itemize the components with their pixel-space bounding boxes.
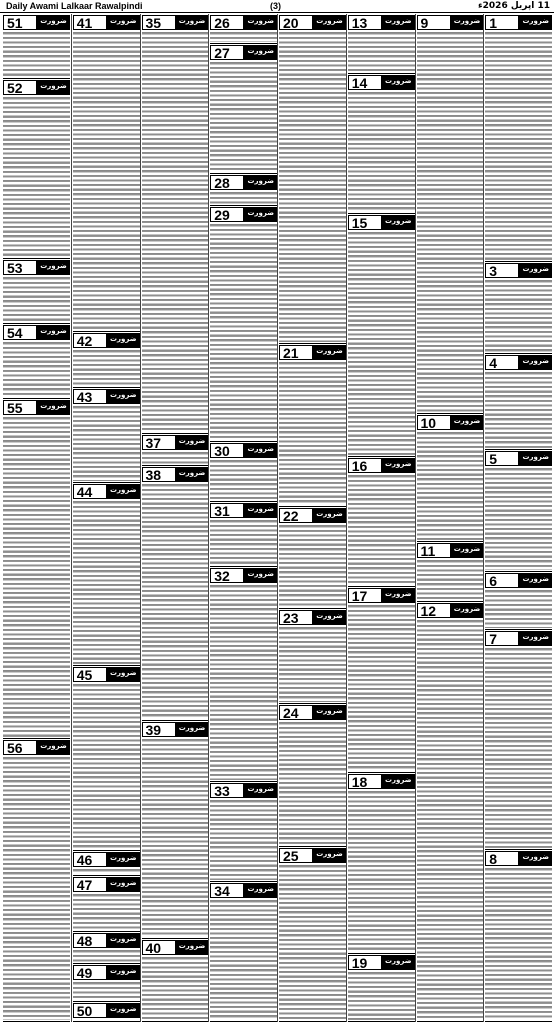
ad-body-text (348, 604, 415, 771)
ad-category-tag: ضرورت (109, 967, 137, 975)
ad-column (415, 14, 485, 1022)
ad-body-text (485, 467, 552, 570)
ad-number: 21 (279, 345, 313, 360)
ad-body-text (417, 559, 484, 600)
ad-header (210, 443, 277, 458)
classified-ad (279, 609, 346, 704)
ad-number: 16 (348, 458, 382, 473)
ad-header (417, 543, 484, 558)
ad-header (142, 467, 209, 482)
ad-body-text (348, 790, 415, 952)
ad-divider (73, 1021, 140, 1022)
ad-number: 34 (210, 883, 244, 898)
classified-ad (417, 602, 484, 1022)
ad-body-text (73, 500, 140, 664)
ad-divider (348, 1021, 415, 1022)
ad-number: 44 (73, 484, 107, 499)
ad-number: 10 (417, 415, 451, 430)
ad-header (3, 325, 70, 340)
masthead (0, 0, 554, 13)
ad-header (485, 263, 552, 278)
ad-category-tag: ضرورت (178, 724, 206, 732)
classified-ad (348, 587, 415, 773)
ad-divider (3, 1021, 70, 1022)
ad-category-tag: ضرورت (316, 347, 343, 355)
ad-number: 39 (142, 722, 176, 737)
ad-body-text (210, 31, 277, 42)
newspaper-title: Daily Awami Lalkaar Rawalpindi (6, 1, 143, 11)
classified-ad (210, 782, 277, 882)
classified-ad (279, 14, 346, 344)
ad-header (417, 603, 484, 618)
ad-header (73, 965, 140, 980)
ad-body-text (210, 61, 277, 172)
classified-ad (73, 332, 140, 388)
ad-category-tag: ضرورت (178, 437, 206, 445)
classified-ad (279, 507, 346, 609)
classified-ad (210, 567, 277, 782)
ad-header (142, 435, 209, 450)
classified-ad (210, 206, 277, 442)
ad-body-text (279, 864, 346, 1020)
ad-number: 55 (3, 400, 37, 415)
ad-header (485, 631, 552, 646)
ad-header (73, 1003, 140, 1018)
ad-number: 50 (73, 1003, 107, 1018)
ad-number: 35 (142, 15, 176, 30)
ad-number: 54 (3, 325, 37, 340)
ad-header (73, 15, 140, 30)
ad-body-text (210, 191, 277, 204)
ad-header (210, 883, 277, 898)
ad-category-tag: ضرورت (522, 633, 549, 641)
ad-body-text (210, 799, 277, 880)
classified-ad (142, 434, 209, 466)
ad-category-tag: ضرورت (109, 391, 137, 399)
ad-number: 29 (210, 207, 244, 222)
classified-ad (142, 466, 209, 721)
ad-number: 19 (348, 955, 382, 970)
classified-ad (485, 262, 552, 354)
ad-header (210, 783, 277, 798)
ad-category-tag: ضرورت (109, 335, 137, 343)
ad-body-text (3, 756, 70, 1020)
ad-body-text (142, 451, 209, 464)
ad-header (417, 15, 484, 30)
classified-ad (73, 483, 140, 666)
ad-number: 37 (142, 435, 176, 450)
ad-number: 8 (485, 851, 519, 866)
ad-header (142, 940, 209, 955)
ad-category-tag: ضرورت (247, 177, 274, 185)
ad-number: 3 (485, 263, 519, 278)
ad-number: 11 (417, 543, 451, 558)
ad-body-text (73, 31, 140, 330)
ad-header (210, 568, 277, 583)
ad-body-text (279, 31, 346, 342)
ad-header (210, 15, 277, 30)
ad-body-text (73, 349, 140, 386)
classified-ad (485, 572, 552, 630)
ad-category-tag: ضرورت (316, 707, 343, 715)
ad-header (73, 667, 140, 682)
ad-number: 33 (210, 783, 244, 798)
ad-number: 20 (279, 15, 313, 30)
ad-category-tag: ضرورت (247, 209, 274, 217)
ad-category-tag: ضرورت (109, 17, 137, 25)
ad-body-text (3, 31, 70, 77)
ad-number: 24 (279, 705, 313, 720)
ad-column (71, 14, 141, 1022)
ad-number: 15 (348, 215, 382, 230)
ad-body-text (3, 416, 70, 737)
ad-number: 5 (485, 451, 519, 466)
classified-ad (417, 542, 484, 602)
ad-number: 30 (210, 443, 244, 458)
ad-category-tag: ضرورت (247, 17, 274, 25)
ad-number: 27 (210, 45, 244, 60)
classified-ad (279, 344, 346, 507)
classified-ad (142, 14, 209, 434)
ad-header (210, 207, 277, 222)
classified-ad (142, 939, 209, 1022)
ad-header (485, 573, 552, 588)
ad-body-text (3, 341, 70, 397)
ad-number: 4 (485, 355, 519, 370)
classified-ad (417, 414, 484, 542)
ad-number: 7 (485, 631, 519, 646)
ad-body-text (210, 223, 277, 440)
ad-body-text (73, 683, 140, 849)
ad-header (3, 740, 70, 755)
classifieds-page (2, 14, 552, 1022)
ad-category-tag: ضرورت (316, 17, 343, 25)
issue-date: 11 اپریل 2026ء (478, 1, 550, 11)
classified-ad (348, 74, 415, 214)
ad-body-text (73, 981, 140, 1000)
classified-ad (485, 850, 552, 1022)
ad-header (279, 848, 346, 863)
classified-ad (210, 14, 277, 44)
ad-category-tag: ضرورت (316, 510, 343, 518)
classified-ad (485, 630, 552, 850)
ad-body-text (210, 459, 277, 500)
ad-body-text (279, 361, 346, 505)
ad-column (346, 14, 416, 1022)
classified-ad (73, 876, 140, 932)
ad-column (140, 14, 210, 1022)
ad-category-tag: ضرورت (40, 742, 67, 750)
ad-header (348, 458, 415, 473)
ad-header (348, 15, 415, 30)
ad-body-text (73, 868, 140, 874)
ad-category-tag: ضرورت (40, 262, 67, 270)
ad-number: 52 (3, 80, 37, 95)
ad-category-tag: ضرورت (109, 935, 137, 943)
classified-ad (142, 721, 209, 939)
ad-column (483, 14, 553, 1022)
ad-number: 38 (142, 467, 176, 482)
classified-ad (485, 450, 552, 572)
ad-header (279, 508, 346, 523)
ad-divider (279, 1021, 346, 1022)
ad-number: 40 (142, 940, 176, 955)
ad-header (73, 333, 140, 348)
ad-number: 14 (348, 75, 382, 90)
ad-body-text (142, 956, 209, 1020)
ad-body-text (485, 589, 552, 628)
ad-body-text (73, 1019, 140, 1020)
ad-body-text (142, 31, 209, 432)
ad-number: 1 (485, 15, 519, 30)
classified-ad (279, 704, 346, 847)
classified-ad (3, 79, 70, 259)
ad-body-text (279, 524, 346, 607)
ad-number: 17 (348, 588, 382, 603)
ad-category-tag: ضرورت (178, 942, 206, 950)
classified-ad (348, 954, 415, 1022)
ad-category-tag: ضرورت (109, 854, 137, 862)
ad-number: 12 (417, 603, 451, 618)
ad-header (485, 355, 552, 370)
ad-divider (485, 1021, 552, 1022)
ad-header (417, 415, 484, 430)
ad-body-text (485, 371, 552, 448)
ad-body-text (348, 971, 415, 1020)
classified-ad (210, 502, 277, 567)
ad-category-tag: ضرورت (522, 453, 549, 461)
ad-category-tag: ضرورت (522, 357, 549, 365)
ad-category-tag: ضرورت (384, 217, 412, 225)
ad-body-text (348, 31, 415, 72)
ad-category-tag: ضرورت (247, 505, 274, 513)
ad-number: 53 (3, 260, 37, 275)
classified-ad (210, 882, 277, 1022)
ad-category-tag: ضرورت (453, 17, 481, 25)
classified-ad (348, 214, 415, 457)
ad-number: 51 (3, 15, 37, 30)
classified-ad (210, 442, 277, 502)
classified-ad (3, 14, 70, 79)
classified-ad (348, 14, 415, 74)
ad-header (348, 955, 415, 970)
ad-category-tag: ضرورت (384, 77, 412, 85)
ad-body-text (485, 647, 552, 848)
ad-body-text (348, 231, 415, 455)
classified-ad (210, 174, 277, 206)
ad-body-text (73, 405, 140, 481)
ad-column (277, 14, 347, 1022)
ad-number: 49 (73, 965, 107, 980)
ad-header (279, 15, 346, 30)
ad-header (279, 705, 346, 720)
ad-divider (417, 1021, 484, 1022)
ad-column (208, 14, 278, 1022)
ad-number: 31 (210, 503, 244, 518)
ad-category-tag: ضرورت (247, 445, 274, 453)
ad-header (3, 15, 70, 30)
ad-category-tag: ضرورت (384, 776, 412, 784)
ad-category-tag: ضرورت (453, 545, 481, 553)
ad-body-text (417, 431, 484, 540)
ad-category-tag: ضرورت (40, 402, 67, 410)
ad-number: 42 (73, 333, 107, 348)
classified-ad (485, 14, 552, 262)
ad-header (485, 451, 552, 466)
ad-category-tag: ضرورت (384, 957, 412, 965)
ad-body-text (210, 519, 277, 565)
ad-header (3, 80, 70, 95)
ad-header (142, 15, 209, 30)
ad-number: 32 (210, 568, 244, 583)
ad-header (348, 215, 415, 230)
classified-ad (73, 851, 140, 876)
ad-category-tag: ضرورت (522, 17, 549, 25)
ad-header (73, 389, 140, 404)
classified-ad (348, 773, 415, 954)
ad-category-tag: ضرورت (109, 486, 137, 494)
classified-ad (348, 457, 415, 587)
ad-body-text (279, 721, 346, 845)
ad-number: 43 (73, 389, 107, 404)
ad-header (210, 45, 277, 60)
ad-category-tag: ضرورت (40, 82, 67, 90)
classified-ad (3, 739, 70, 1022)
classified-ad (210, 44, 277, 174)
ad-header (142, 722, 209, 737)
classified-ad (3, 324, 70, 399)
ad-number: 26 (210, 15, 244, 30)
ad-body-text (348, 91, 415, 212)
ad-category-tag: ضرورت (247, 570, 274, 578)
ad-header (210, 175, 277, 190)
ad-header (73, 877, 140, 892)
ad-header (348, 774, 415, 789)
ad-category-tag: ضرورت (384, 460, 412, 468)
ad-category-tag: ضرورت (522, 853, 549, 861)
classified-ad (3, 399, 70, 739)
ad-body-text (417, 31, 484, 412)
ad-number: 13 (348, 15, 382, 30)
ad-number: 46 (73, 852, 107, 867)
ad-header (279, 610, 346, 625)
ad-number: 23 (279, 610, 313, 625)
ad-body-text (73, 893, 140, 930)
ad-category-tag: ضرورت (522, 265, 549, 273)
ad-category-tag: ضرورت (384, 590, 412, 598)
classified-ad (73, 388, 140, 483)
ad-body-text (210, 899, 277, 1020)
ad-category-tag: ضرورت (109, 1005, 137, 1013)
ad-category-tag: ضرورت (109, 669, 137, 677)
ad-category-tag: ضرورت (453, 605, 481, 613)
ad-body-text (142, 738, 209, 937)
classified-ad (73, 964, 140, 1002)
ad-header (210, 503, 277, 518)
ad-category-tag: ضرورت (522, 575, 549, 583)
ad-category-tag: ضرورت (40, 17, 67, 25)
ad-category-tag: ضرورت (453, 417, 481, 425)
ad-body-text (210, 584, 277, 780)
classified-ad (3, 259, 70, 324)
ad-body-text (73, 949, 140, 962)
ad-header (279, 345, 346, 360)
ad-divider (142, 1021, 209, 1022)
classified-ad (73, 1002, 140, 1022)
ad-number: 47 (73, 877, 107, 892)
ad-body-text (279, 626, 346, 702)
ad-category-tag: ضرورت (247, 785, 274, 793)
classified-ad (73, 932, 140, 964)
ad-category-tag: ضرورت (247, 47, 274, 55)
ad-category-tag: ضرورت (316, 612, 343, 620)
ad-header (3, 400, 70, 415)
classified-ad (485, 354, 552, 450)
ad-divider (210, 1021, 277, 1022)
classified-ad (417, 14, 484, 414)
ad-header (73, 933, 140, 948)
ad-body-text (485, 31, 552, 260)
classified-ad (73, 14, 140, 332)
ad-number: 41 (73, 15, 107, 30)
ad-header (73, 484, 140, 499)
ad-number: 28 (210, 175, 244, 190)
ad-number: 6 (485, 573, 519, 588)
ad-number: 9 (417, 15, 451, 30)
ad-category-tag: ضرورت (384, 17, 412, 25)
ad-body-text (3, 96, 70, 257)
ad-category-tag: ضرورت (109, 879, 137, 887)
ad-body-text (485, 867, 552, 1020)
ad-number: 18 (348, 774, 382, 789)
ad-header (348, 588, 415, 603)
ad-header (3, 260, 70, 275)
ad-category-tag: ضرورت (247, 885, 274, 893)
classified-ad (73, 666, 140, 851)
ad-number: 25 (279, 848, 313, 863)
ad-header (348, 75, 415, 90)
ad-column (2, 14, 71, 1022)
ad-header (485, 851, 552, 866)
ad-body-text (417, 619, 484, 1020)
ad-category-tag: ضرورت (316, 850, 343, 858)
ad-number: 45 (73, 667, 107, 682)
page-number: (3) (270, 1, 281, 11)
ad-header (485, 15, 552, 30)
ad-category-tag: ضرورت (178, 469, 206, 477)
ad-header (73, 852, 140, 867)
ad-body-text (3, 276, 70, 322)
ad-category-tag: ضرورت (40, 327, 67, 335)
ad-number: 22 (279, 508, 313, 523)
classified-ad (279, 847, 346, 1022)
ad-number: 56 (3, 740, 37, 755)
ad-category-tag: ضرورت (178, 17, 206, 25)
ad-body-text (142, 483, 209, 719)
ad-number: 48 (73, 933, 107, 948)
ad-body-text (348, 474, 415, 585)
ad-body-text (485, 279, 552, 352)
